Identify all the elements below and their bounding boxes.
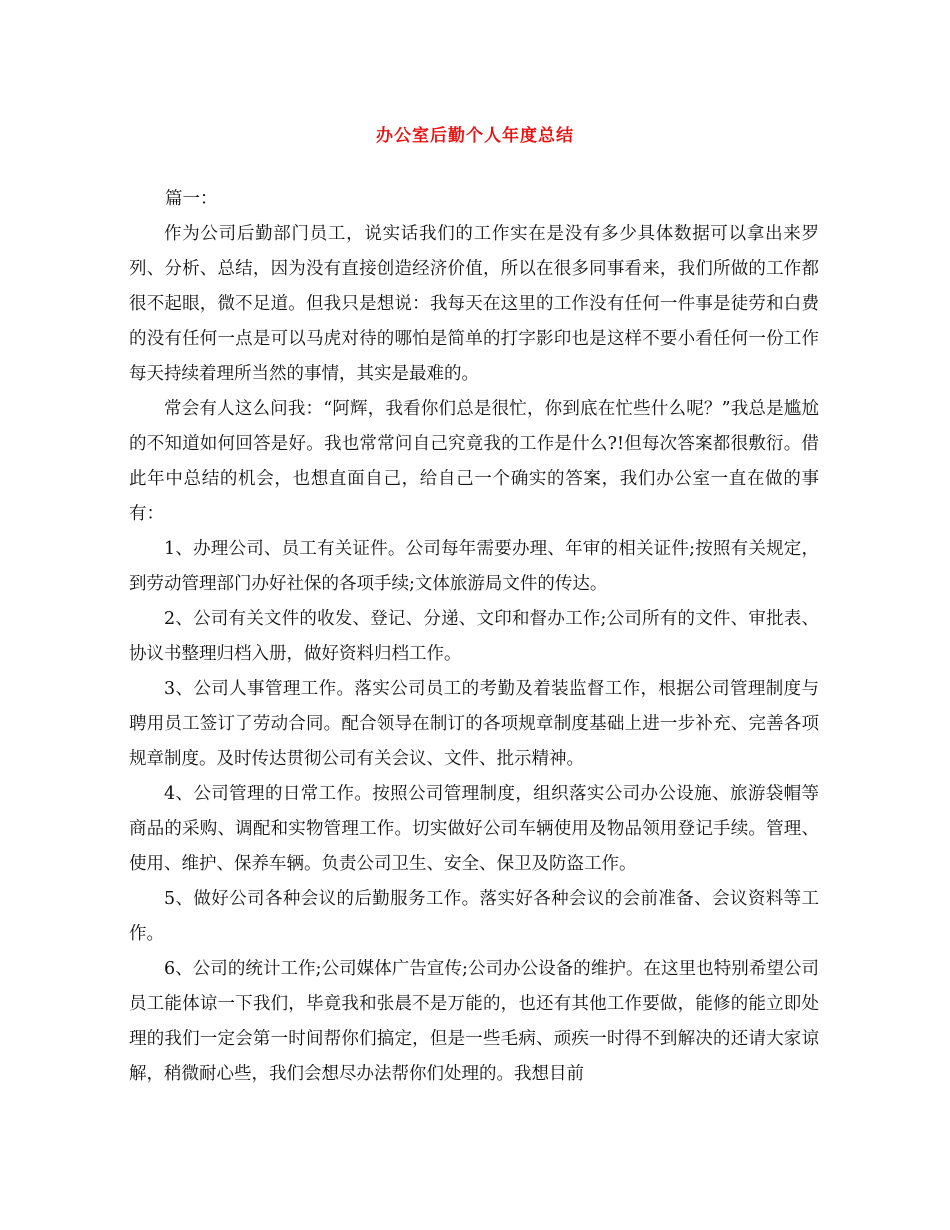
paragraph-item-6: 6、公司的统计工作;公司媒体广告宣传;公司办公设备的维护。在这里也特别希望公司员工能体谅一下我们，毕竟我和张晨不是万能的，也还有其他工作要做，能修的能立即处理的我们一定会第一时间帮你们搞定，但是一些毛病、顽疾一时得不到解决的还请大家谅解，稍微耐心些，我们会想尽办法帮你们处理的。我想目前 xyxy=(129,959,819,1084)
paragraph-intro: 作为公司后勤部门员工，说实话我们的工作实在是没有多少具体数据可以拿出来罗列、分析、总结，因为没有直接创造经济价值，所以在很多同事看来，我们所做的工作都很不起眼，微不足道。但我只是想说：我每天在这里的工作没有任何一件事是徒劳和白费的没有任何一点是可以马虎对待的哪怕是简单的打字影印也是这样不要小看任何一份工作每天持续着理所当然的事情，其实是最难的。 xyxy=(129,224,819,384)
section-label: 篇一： xyxy=(165,189,218,209)
document-title: 办公室后勤个人年度总结 xyxy=(376,126,574,146)
paragraph-item-4: 4、公司管理的日常工作。按照公司管理制度，组织落实公司办公设施、旅游袋帽等商品的采购、调配和实物管理工作。切实做好公司车辆使用及物品领用登记手续。管理、使用、维护、保养车辆。负责公司卫生、安全、保卫及防盗工作。 xyxy=(129,784,819,874)
document-body xyxy=(129,217,819,1092)
paragraph-item-5: 5、做好公司各种会议的后勤服务工作。落实好各种会议的会前准备、会议资料等工作。 xyxy=(129,889,819,944)
paragraph-item-1: 1、办理公司、员工有关证件。公司每年需要办理、年审的相关证件;按照有关规定，到劳动管理部门办好社保的各项手续;文体旅游局文件的传达。 xyxy=(129,539,819,594)
paragraph-item-3: 3、公司人事管理工作。落实公司员工的考勤及着装监督工作，根据公司管理制度与聘用员工签订了劳动合同。配合领导在制订的各项规章制度基础上进一步补充、完善各项规章制度。及时传达贯彻公司有关会议、文件、批示精神。 xyxy=(129,679,819,769)
paragraph-item-2: 2、公司有关文件的收发、登记、分递、文印和督办工作;公司所有的文件、审批表、协议书整理归档入册，做好资料归档工作。 xyxy=(129,609,819,664)
paragraph-question: 常会有人这么问我：“阿辉，我看你们总是很忙，你到底在忙些什么呢？”我总是尴尬的不知道如何回答是好。我也常常问自己究竟我的工作是什么?!但每次答案都很敷衍。借此年中总结的机会，也想直面自己，给自己一个确实的答案，我们办公室一直在做的事有： xyxy=(129,399,819,524)
